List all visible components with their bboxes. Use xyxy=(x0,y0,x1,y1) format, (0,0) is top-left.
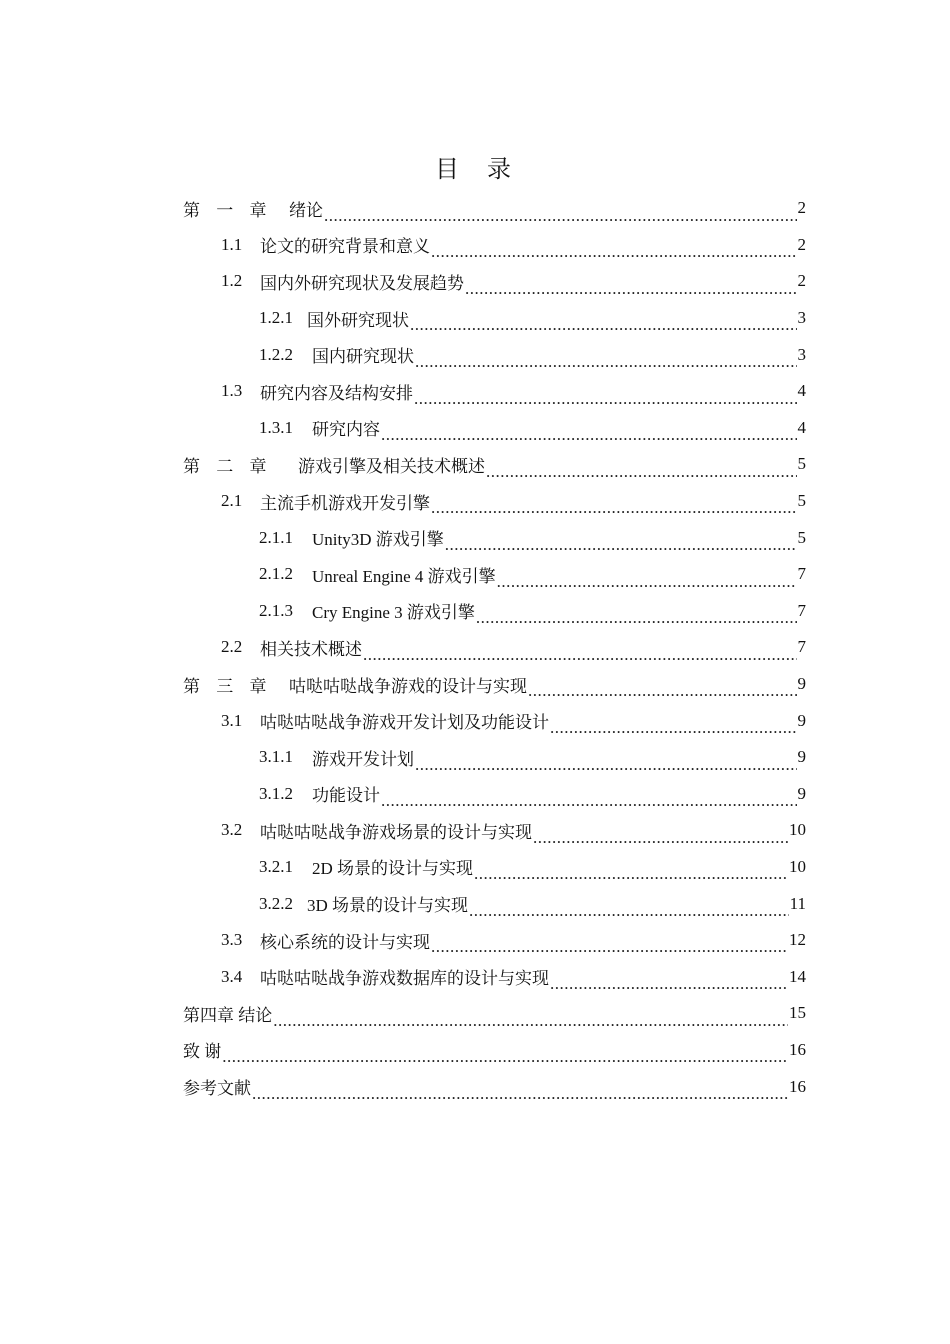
toc-entry[interactable] xyxy=(183,410,806,447)
toc-entry-title: 相关技术概述 xyxy=(260,639,362,659)
toc-entry[interactable] xyxy=(183,593,806,630)
toc-entry[interactable] xyxy=(183,776,806,813)
dot-leader xyxy=(414,387,797,410)
toc-entry-title: Unity3D 游戏引擎 xyxy=(312,530,444,550)
toc-entry-number: 1.3 xyxy=(221,381,243,401)
toc-entry-number: 1.1 xyxy=(221,234,243,254)
toc-entry-page: 3 xyxy=(797,308,806,328)
toc-entry-title: 绪论 xyxy=(289,200,323,220)
toc-entry-page: 12 xyxy=(789,930,806,950)
toc-entry-title: 咕哒咕哒战争游戏开发计划及功能设计 xyxy=(260,713,549,733)
toc-entry-page: 2 xyxy=(797,271,806,291)
toc-entry-page: 7 xyxy=(797,600,806,620)
toc-entry[interactable] xyxy=(183,666,806,703)
toc-entry-number: 1.2.2 xyxy=(259,344,293,364)
toc-entry-number: 3.1.2 xyxy=(259,783,293,803)
toc-entry-number: 3.2.1 xyxy=(259,856,293,876)
table-of-contents xyxy=(183,190,806,1105)
dot-leader xyxy=(381,789,797,812)
toc-entry[interactable] xyxy=(183,739,806,776)
dot-leader xyxy=(528,679,797,702)
toc-entry-title: 国内外研究现状及发展趋势 xyxy=(260,273,464,293)
toc-entry-title: 参考文献 xyxy=(183,1079,251,1099)
toc-entry[interactable] xyxy=(183,702,806,739)
toc-entry-title: 致 谢 xyxy=(183,1042,222,1062)
dot-leader xyxy=(465,277,797,300)
toc-entry-page: 15 xyxy=(789,1003,806,1023)
title-char-2: 录 xyxy=(487,157,515,183)
dot-leader xyxy=(497,570,797,593)
toc-entry-title: 研究内容及结构安排 xyxy=(260,383,413,403)
toc-entry[interactable] xyxy=(183,336,806,373)
toc-entry-number: 3.1 xyxy=(221,710,243,730)
toc-entry-title: 游戏开发计划 xyxy=(312,749,414,769)
dot-leader xyxy=(431,496,797,519)
toc-entry-title: 咕哒咕哒战争游戏数据库的设计与实现 xyxy=(260,969,549,989)
toc-entry[interactable] xyxy=(183,885,806,922)
toc-entry-page: 5 xyxy=(797,454,806,474)
toc-entry[interactable] xyxy=(183,922,806,959)
toc-entry[interactable] xyxy=(183,995,806,1032)
toc-entry-page: 9 xyxy=(797,674,806,694)
dot-leader xyxy=(550,972,788,995)
toc-entry-page: 14 xyxy=(789,966,806,986)
toc-entry-title: Cry Engine 3 游戏引擎 xyxy=(312,603,475,623)
toc-entry-page: 2 xyxy=(797,198,806,218)
toc-entry-page: 7 xyxy=(797,637,806,657)
dot-leader xyxy=(474,862,788,885)
toc-entry-title: 核心系统的设计与实现 xyxy=(260,932,430,952)
dot-leader xyxy=(469,899,789,922)
toc-entry-page: 9 xyxy=(797,747,806,767)
toc-entry[interactable] xyxy=(183,1068,806,1105)
dot-leader xyxy=(415,753,797,776)
toc-entry-page: 2 xyxy=(797,234,806,254)
toc-entry-title: 第四章 结论 xyxy=(183,1005,273,1025)
toc-entry-number: 2.1.2 xyxy=(259,564,293,584)
dot-leader xyxy=(533,826,788,849)
toc-entry-number: 3.1.1 xyxy=(259,747,293,767)
toc-entry-title: 国外研究现状 xyxy=(307,310,409,330)
toc-entry-number: 第 二 章 xyxy=(183,456,273,476)
toc-entry-title: 研究内容 xyxy=(312,420,380,440)
toc-entry-number: 3.2 xyxy=(221,820,243,840)
dot-leader xyxy=(431,240,797,263)
toc-entry-page: 10 xyxy=(789,856,806,876)
toc-entry-number: 2.1 xyxy=(221,491,243,511)
toc-entry-number: 2.2 xyxy=(221,637,243,657)
toc-entry-title: 游戏引擎及相关技术概述 xyxy=(298,456,485,476)
dot-leader xyxy=(410,313,797,336)
toc-entry[interactable] xyxy=(183,446,806,483)
toc-entry-number: 1.2 xyxy=(221,271,243,291)
toc-entry-page: 5 xyxy=(797,527,806,547)
toc-entry-number: 3.4 xyxy=(221,966,243,986)
toc-entry-page: 16 xyxy=(789,1039,806,1059)
dot-leader xyxy=(486,460,797,483)
toc-entry[interactable] xyxy=(183,190,806,227)
toc-entry-page: 16 xyxy=(789,1076,806,1096)
dot-leader xyxy=(222,1045,788,1068)
toc-entry[interactable] xyxy=(183,958,806,995)
toc-entry[interactable] xyxy=(183,1032,806,1069)
toc-entry-page: 9 xyxy=(797,710,806,730)
dot-leader xyxy=(445,533,797,556)
toc-entry-title: 论文的研究背景和意义 xyxy=(260,237,430,257)
toc-entry-page: 4 xyxy=(797,381,806,401)
toc-entry[interactable] xyxy=(183,812,806,849)
page-title xyxy=(0,150,950,190)
toc-entry-page: 10 xyxy=(789,820,806,840)
toc-entry-title: 2D 场景的设计与实现 xyxy=(312,859,474,879)
toc-entry-number: 2.1.1 xyxy=(259,527,293,547)
toc-entry-number: 1.3.1 xyxy=(259,417,293,437)
dot-leader xyxy=(273,1009,788,1032)
dot-leader xyxy=(252,1082,788,1105)
dot-leader xyxy=(381,423,797,446)
toc-entry[interactable] xyxy=(183,373,806,410)
toc-entry-page: 11 xyxy=(789,893,806,913)
toc-entry-number: 1.2.1 xyxy=(259,308,293,328)
toc-entry-number: 第 三 章 xyxy=(183,676,273,696)
toc-entry-page: 4 xyxy=(797,417,806,437)
toc-entry[interactable] xyxy=(183,849,806,886)
toc-entry-page: 3 xyxy=(797,344,806,364)
toc-entry[interactable] xyxy=(183,629,806,666)
toc-entry-number: 3.3 xyxy=(221,930,243,950)
toc-entry-number: 第 一 章 xyxy=(183,200,273,220)
toc-entry-title: 国内研究现状 xyxy=(312,347,414,367)
toc-entry[interactable] xyxy=(183,556,806,593)
toc-entry-number: 2.1.3 xyxy=(259,600,293,620)
toc-entry[interactable] xyxy=(183,227,806,264)
toc-entry-number: 3.2.2 xyxy=(259,893,293,913)
toc-entry-title: 功能设计 xyxy=(312,786,380,806)
title-char-1: 目 xyxy=(435,157,463,183)
dot-leader xyxy=(363,643,797,666)
dot-leader xyxy=(476,606,797,629)
dot-leader xyxy=(431,935,788,958)
toc-entry[interactable] xyxy=(183,483,806,520)
toc-entry-title: Unreal Engine 4 游戏引擎 xyxy=(312,566,496,586)
dot-leader xyxy=(415,350,797,373)
toc-entry-title: 3D 场景的设计与实现 xyxy=(307,896,469,916)
toc-entry-page: 5 xyxy=(797,491,806,511)
dot-leader xyxy=(550,716,797,739)
dot-leader xyxy=(324,204,797,227)
toc-entry-page: 9 xyxy=(797,783,806,803)
toc-entry[interactable] xyxy=(183,519,806,556)
toc-entry[interactable] xyxy=(183,300,806,337)
toc-entry-title: 主流手机游戏开发引擎 xyxy=(260,493,430,513)
toc-entry-title: 咕哒咕哒战争游戏的设计与实现 xyxy=(289,676,527,696)
toc-entry-page: 7 xyxy=(797,564,806,584)
toc-entry-title: 咕哒咕哒战争游戏场景的设计与实现 xyxy=(260,822,532,842)
toc-entry[interactable] xyxy=(183,263,806,300)
